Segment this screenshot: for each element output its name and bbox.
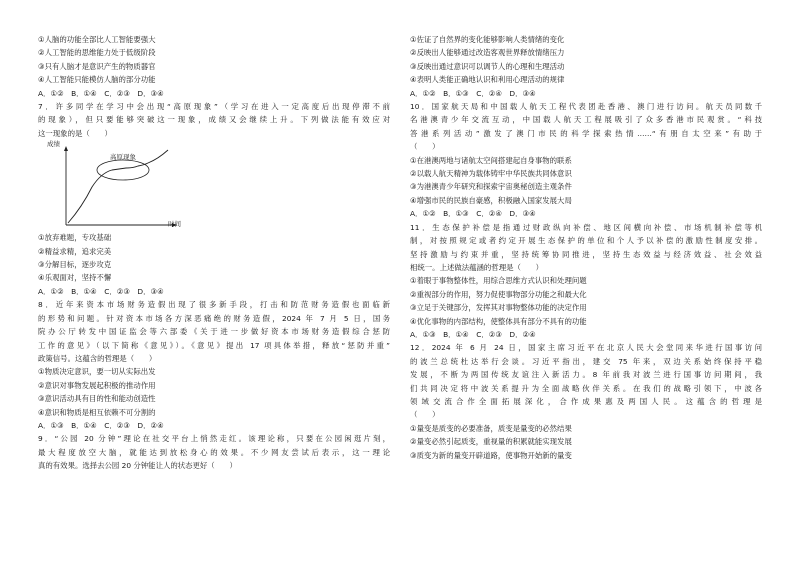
q7-option: ②精益求精，追求完美 <box>38 246 112 256</box>
q12-stem-line: 们共同决定将中波关系提升为全面战略伙伴关系。在我们的战略引领下，中波各 <box>410 383 762 393</box>
q8-option: ④意识和物质是相互依赖不可分割的 <box>38 407 156 417</box>
q12-stem-line: 发展，不断为两国传统友谊注入新活力。8 年前我对波兰进行国事访问期间，我 <box>410 370 762 380</box>
q11-option: ③立足于关键部分，发挥其对事物整体功能的决定作用 <box>410 303 587 313</box>
q7-option: ④乐观面对，坚持不懈 <box>38 273 112 283</box>
q9-option: ①佐证了自然界的变化能够影响人类情绪的变化 <box>410 35 565 44</box>
q10-option: ③为港澳青少年研究和探索宇宙奥秘创造主观条件 <box>410 182 572 192</box>
plateau-graph <box>38 141 390 230</box>
q12-option: ①量变是质变的必要准备，质变是量变的必然结果 <box>410 423 572 433</box>
q12-stem-line: （ ） <box>410 410 440 420</box>
prev-question-option: ③只有人脑才是意识产生的物质器官 <box>38 61 156 71</box>
q10-option: ②以载人航天精神为载体铸牢中华民族共同体意识 <box>410 169 572 179</box>
prev-question-answer-choices: A．①② B．①④ C．②③ D．③④ <box>38 88 164 98</box>
x-axis-label: 时间 <box>168 220 181 229</box>
q8-option: ②意识对事物发展起积极的推动作用 <box>38 380 156 390</box>
q10-stem-line: 名港澳青少年交流互动，中国载人航天工程展吸引了众多香港市民观赏。“科技 <box>410 115 762 125</box>
q10-stem-line: 10．国家航天局和中国载人航天工程代表团赴香港、澳门进行访问。航天员同数千 <box>410 102 762 112</box>
q9-stem-line: 真的有效果。选择去公园 20 分钟能让人的状态更好（ ） <box>38 461 237 471</box>
q8-stem-line: 8．近年来资本市场财务造假出现了很多新手段，打击和防范财务造假也面临新 <box>38 300 390 310</box>
q11-stem-line: 11．生态保护补偿是指通过财政纵向补偿、地区间横向补偿、市场机制补偿等机 <box>410 222 762 232</box>
q8-stem-line: 政策信号。这蕴含的哲理是（ ） <box>38 353 157 363</box>
right-column <box>410 33 762 462</box>
y-axis-label: 成绩 <box>47 140 60 149</box>
q11-stem-line: 坚持激励与约束并重，坚持统筹协同推进，坚持生态效益与经济效益、社会效益 <box>410 249 762 259</box>
q8-stem-line: 院办公厅转发中国证监会等六部委《关于进一步做好资本市场财务造假综合惩防 <box>38 327 390 337</box>
q8-stem-line: 的形势和问题。针对资本市场各方深恶痛绝的财务造假，2024 年 7 月 5 日，国务 <box>38 313 390 323</box>
q9-stem-line: 最大程度放空大脑，就能达到放松身心的效果。不少网友尝试后表示，这一理论 <box>38 447 390 457</box>
q7-stem-line: 这一现象的是（ ） <box>38 128 112 138</box>
q9-option: ④表明人类能正确地认识和利用心理活动的规律 <box>410 75 565 85</box>
q8-stem-line: 工作的意见》（以下简称《意见》）。《意见》提出 17 项具体举措，释放“惩防并重” <box>38 340 390 350</box>
q9-stem-line: 9．“公园 20 分钟”理论在社交平台上悄然走红。该理论称，只要在公园闲逛片刻， <box>38 434 390 444</box>
q7-answer-choices: A．①② B．①④ C．②③ D．③④ <box>38 286 164 296</box>
q10-option: ④增强市民的民族自豪感，积极融入国家发展大局 <box>410 195 572 205</box>
q10-stem-line: （ ） <box>410 142 440 152</box>
left-column <box>38 33 390 473</box>
q7-stem-line: 的现象），但只要能够突破这一现象，成绩又会继续上升。下列做法能有效应对 <box>38 115 390 125</box>
q11-answer-choices: A．①③ B．①④ C．②③ D．②④ <box>410 329 536 339</box>
q11-stem-line: 制，对按照规定或者约定开展生态保护的单位和个人予以补偿的激励性制度安排。 <box>410 236 762 246</box>
plateau-annotation: 高原现象 <box>110 153 136 162</box>
y-axis-arrow <box>64 146 68 151</box>
prev-question-option: ①人脑的功能全部比人工智能要强大 <box>38 35 156 44</box>
q11-option: ②重视部分的作用，努力促使事物部分功能之和最大化 <box>410 289 587 299</box>
q11-option: ④优化事物的内部结构，使整体具有部分不具有的功能 <box>410 316 587 326</box>
q9-option: ③反映出通过意识可以调节人的心理和生理活动 <box>410 61 565 71</box>
q8-option: ③意识活动具有目的性和能动创造性 <box>38 394 156 404</box>
q12-stem-line: 12．2024 年 6 月 24 日，国家主席习近平在北京人民大会堂同来华进行国事访问 <box>410 343 762 353</box>
q9-option: ②反映出人能够通过改造客观世界释放情绪压力 <box>410 48 565 58</box>
q8-option: ①物质决定意识，要一切从实际出发 <box>38 367 156 377</box>
q12-option: ③质变为新的量变开辟道路，使事物开始新的量变 <box>410 450 572 460</box>
prev-question-option: ④人工智能只能模仿人脑的部分功能 <box>38 75 156 85</box>
q7-option: ①放弃难题，专攻基础 <box>38 233 112 243</box>
q10-answer-choices: A．①② B．①③ C．②④ D．③④ <box>410 209 536 219</box>
prev-question-option: ②人工智能的思维能力处于低级阶段 <box>38 48 156 58</box>
q7-stem-line: 7．许多同学在学习中会出现“高原现象”（学习在进入一定高度后出现停滞不前 <box>38 102 390 112</box>
plateau-ellipse <box>97 160 149 180</box>
q11-stem-line: 相统一。上述做法蕴涵的哲理是（ ） <box>410 262 544 272</box>
q10-option: ①在港澳两地与诸航太空间搭建起自身事物的联系 <box>410 155 572 165</box>
q12-option: ②量变必然引起质变，重视量的积累就能实现发展 <box>410 437 572 447</box>
q7-option: ③分解目标，逐步攻克 <box>38 260 112 270</box>
q11-option: ①着眼于事物整体性，用综合思维方式认识和处理问题 <box>410 276 587 286</box>
q8-answer-choices: A．①③ B．①④ C．②③ D．②④ <box>38 420 164 430</box>
q12-stem-line: 的波兰总统杜达举行会谈。习近平指出，建交 75 年来，双边关系始终保持平稳 <box>410 356 762 366</box>
q10-stem-line: 答港系列活动”激发了澳门市民的科学探索热情……“有朋自太空来”有助于 <box>410 128 762 138</box>
q9-answer-choices: A．①② B．①③ C．②④ D．③④ <box>410 88 536 98</box>
q12-stem-line: 领域交流合作全面拓展深化，合作成果惠及两国人民。这蕴含的哲理是 <box>410 396 762 406</box>
